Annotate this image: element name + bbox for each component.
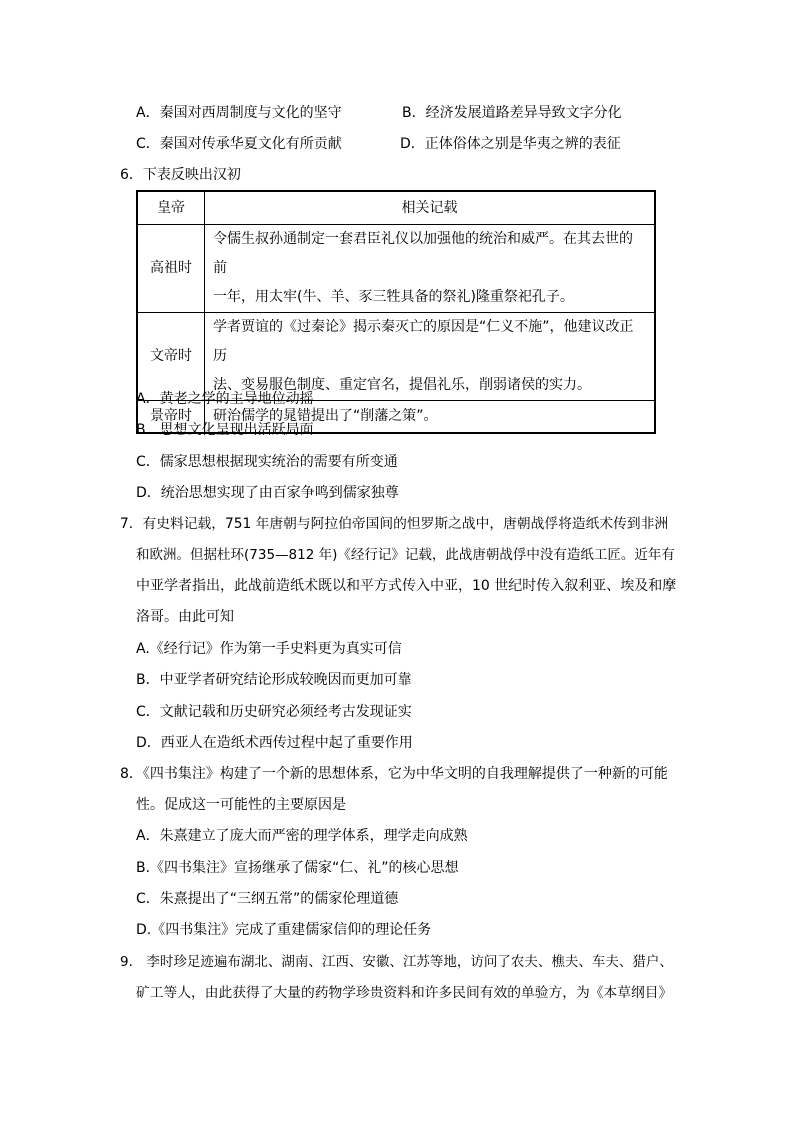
- q7-option-c: C．文献记载和历史研究必须经考古发现证实: [136, 704, 412, 720]
- table-row: [137, 313, 655, 401]
- record-line: 学者贾谊的《过秦论》揭示秦灭亡的原因是“仁义不施”，他建议改正历: [213, 319, 634, 364]
- record-line: 法、变易服色制度、重定官名，提倡礼乐，削弱诸侯的实力。: [213, 377, 591, 393]
- table-row: [137, 225, 655, 313]
- q8-option-c: C．朱熹提出了“三纲五常”的儒家伦理道德: [136, 891, 399, 907]
- q7-stem-line: 和欧洲。但据杜环(735—812 年)《经行记》记载，此战唐朝战俘中没有造纸工匠。近年有: [136, 547, 675, 563]
- table-cell-record: [205, 225, 656, 313]
- q6-option-b: B．思想文化呈现出活跃局面: [136, 422, 314, 438]
- q7-option-d: D．西亚人在造纸术西传过程中起了重要作用: [136, 735, 413, 751]
- table-header-row: [137, 191, 655, 225]
- q5-option-a: A．秦国对西周制度与文化的坚守: [136, 105, 342, 121]
- table-cell-emperor: 文帝时: [137, 313, 205, 401]
- q9-stem-line: 9． 李时珍足迹遍布湖北、湖南、江西、安徽、江苏等地，访问了农夫、樵夫、车夫、猎户、: [120, 954, 673, 970]
- q8-option-b: B.《四书集注》宣扬继承了儒家“仁、礼”的核心思想: [136, 860, 459, 876]
- q7-option-b: B．中亚学者研究结论形成较晚因而更加可靠: [136, 672, 412, 688]
- record-line: 令儒生叔孙通制定一套君臣礼仪以加强他的统治和威严。在其去世的前: [213, 231, 633, 276]
- table-header-records: 相关记载: [205, 191, 656, 225]
- q5-option-b: B．经济发展道路差异导致文字分化: [402, 105, 622, 121]
- q5-option-c: C．秦国对传承华夏文化有所贡献: [136, 136, 342, 152]
- q7-option-a: A.《经行记》作为第一手史料更为真实可信: [136, 641, 402, 657]
- q8-option-a: A．朱熹建立了庞大而严密的理学体系，理学走向成熟: [136, 828, 468, 844]
- q8-stem-line: 8．《四书集注》构建了一个新的思想体系，它为中华文明的自我理解提供了一种新的可能: [120, 766, 668, 782]
- q6-stem: 6．下表反映出汉初: [120, 167, 241, 183]
- q7-stem-line: 7．有史料记载，751 年唐朝与阿拉伯帝国间的怛罗斯之战中，唐朝战俘将造纸术传到非洲: [120, 516, 669, 532]
- record-line: 一年，用太牢(牛、羊、豕三牲具备的祭礼)隆重祭祀孔子。: [213, 289, 574, 305]
- table-cell-emperor: 景帝时: [137, 401, 205, 434]
- q7-stem-line: 洛哥。由此可知: [136, 609, 234, 625]
- q6-option-d: D．统治思想实现了由百家争鸣到儒家独尊: [136, 485, 399, 501]
- table-cell-record: 研治儒学的晁错提出了“削藩之策”。: [205, 401, 656, 434]
- q7-stem-line: 中亚学者指出，此战前造纸术既以和平方式传入中亚，10 世纪时传入叙利亚、埃及和摩: [136, 578, 677, 594]
- q9-stem-line: 矿工等人，由此获得了大量的药物学珍贵资料和许多民间有效的单验方，为《本草纲目》: [136, 985, 673, 1001]
- q8-option-d: D.《四书集注》完成了重建儒家信仰的理论任务: [136, 922, 432, 938]
- q6-option-c: C．儒家思想根据现实统治的需要有所变通: [136, 454, 398, 470]
- q8-stem-line: 性。促成这一可能性的主要原因是: [136, 797, 346, 813]
- table-cell-record: [205, 313, 656, 401]
- q5-option-d: D．正体俗体之别是华夷之辨的表征: [400, 136, 621, 152]
- table-header-emperor: 皇帝: [137, 191, 205, 225]
- table-cell-emperor: 高祖时: [137, 225, 205, 313]
- q6-option-a: A．黄老之学的主导地位动摇: [136, 391, 314, 407]
